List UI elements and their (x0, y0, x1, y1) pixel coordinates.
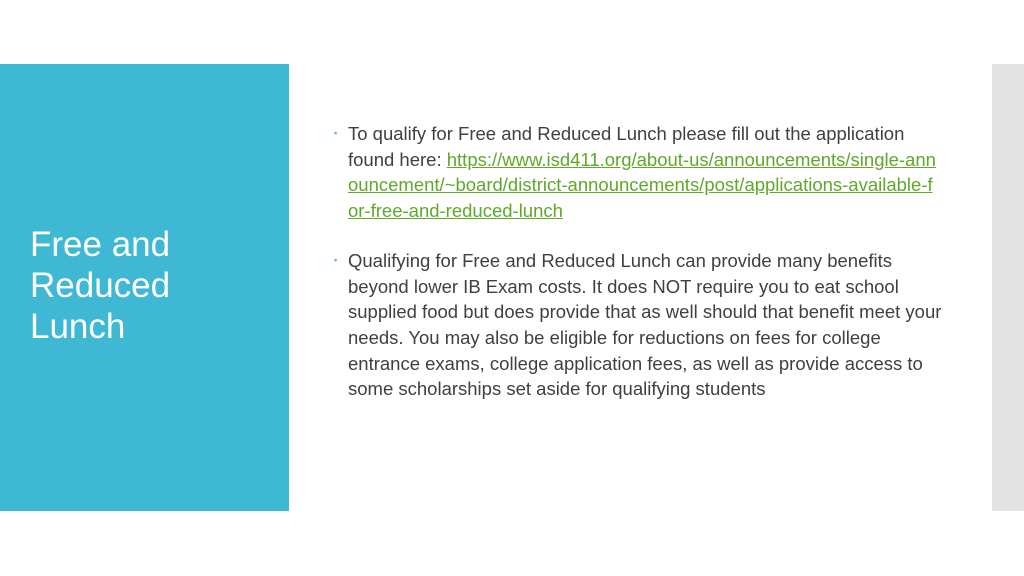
title-line: Lunch (30, 307, 126, 346)
bullet-marker-icon: ▪ (334, 254, 338, 265)
title-line: Free and (30, 225, 171, 264)
bullet-item-application (332, 121, 942, 224)
bullet-text: To qualify for Free and Reduced Lunch please fill out the application found here: (348, 123, 905, 170)
bullet-item-benefits (332, 248, 942, 402)
application-link[interactable]: https://www.isd411.org/about-us/announcements/single-announcement/~board/district-announcements/post/applications-available-for-free-and-reduced-lunch (348, 148, 936, 222)
slide-title (30, 224, 270, 347)
title-line: Reduced (30, 266, 171, 305)
side-strip (992, 64, 1024, 511)
bullet-marker-icon: ▪ (334, 128, 338, 138)
bullet-list (332, 121, 942, 426)
bullet-text: Qualifying for Free and Reduced Lunch can provide many benefits beyond lower IB Exam costs. It does NOT require you to eat school supplied food but does provide that as well should that benefit meet your needs. You may also be eligible for reductions on fees for college entrance exams, college application fees, as well as provide access to some scholarships set aside for qualifying students (348, 249, 942, 400)
